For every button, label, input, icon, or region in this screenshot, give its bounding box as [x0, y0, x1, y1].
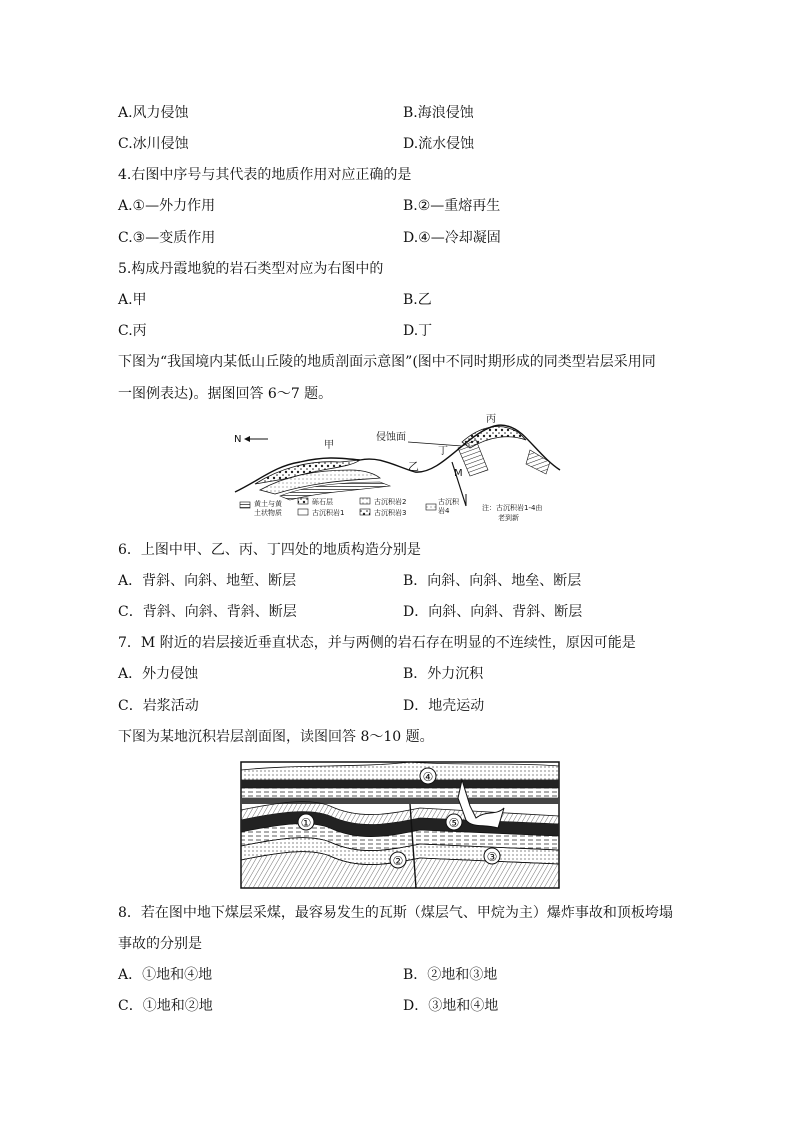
intro1-line1: 下图为“我国境内某低山丘陵的地质剖面示意图”(图中不同时期形成的同类型岩层采用同 — [118, 354, 656, 370]
intro2: 下图为某地沉积岩层剖面图，读图回答 8～10 题。 — [118, 729, 434, 745]
legend-rock4-1: 古沉积 — [438, 498, 459, 506]
q3-option-c: C.冰川侵蚀 — [118, 136, 189, 152]
label-ding: 丁 — [438, 446, 448, 457]
q8-stem-line1: 8．若在图中地下煤层采煤，最容易发生的瓦斯（煤层气、甲烷为主）爆炸事故和顶板垮塌 — [118, 905, 673, 921]
legend-loess-1: 黄土与黄 — [254, 500, 282, 508]
intro1-line2: 一图例表达)。据图回答 6～7 题。 — [118, 386, 333, 402]
north-arrowhead-icon — [244, 436, 250, 442]
q4-option-c: C.③—变质作用 — [118, 230, 216, 246]
legend-swatch-rock2 — [360, 498, 370, 504]
q4-stem: 4.右图中序号与其代表的地质作用对应正确的是 — [118, 167, 412, 183]
label-erosion-surface: 侵蚀面 — [376, 432, 406, 443]
marker-3 — [484, 848, 500, 864]
marker-3-text: ③ — [486, 850, 498, 864]
label-jia: 甲 — [324, 440, 334, 451]
legend-swatch-rock3 — [360, 509, 370, 515]
q3-option-b: B.海浪侵蚀 — [403, 105, 474, 121]
label-yi: 乙 — [408, 460, 419, 473]
legend-swatch-rock1 — [298, 509, 308, 515]
sedimentary-strata-figure — [240, 758, 560, 890]
marker-2 — [390, 852, 406, 868]
legend-rock3: 古沉积岩3 — [374, 509, 407, 517]
q8-option-c: C．①地和②地 — [118, 998, 213, 1014]
q5-option-c: C.丙 — [118, 323, 147, 339]
q4-option-d: D.④—冷却凝固 — [403, 230, 501, 246]
legend-rock1: 古沉积岩1 — [312, 509, 345, 517]
north-label: N — [234, 434, 242, 445]
q5-stem: 5.构成丹霞地貌的岩石类型对应为右图中的 — [118, 261, 384, 277]
coal-seam-top — [241, 780, 559, 788]
q6-option-b: B．向斜、向斜、地垒、断层 — [403, 573, 582, 589]
q6-stem: 6．上图中甲、乙、丙、丁四处的地质构造分别是 — [118, 542, 421, 558]
q5-option-b: B.乙 — [403, 292, 432, 308]
legend-gravel: 砾石层 — [312, 498, 333, 506]
q7-stem: 7．M 附近的岩层接近垂直状态，并与两侧的岩石存在明显的不连续性，原因可能是 — [118, 635, 636, 651]
legend-rock4-2: 岩4 — [438, 507, 450, 515]
q3-option-d: D.流水侵蚀 — [403, 136, 475, 152]
legend-note-2: 老到新 — [498, 514, 519, 522]
q5-option-d: D.丁 — [403, 323, 433, 339]
label-bing: 丙 — [486, 414, 496, 425]
legend-note-1: 注：古沉积岩1-4由 — [482, 504, 543, 512]
q8-option-b: B．②地和③地 — [403, 967, 498, 983]
marker-5-text: ⑤ — [448, 816, 460, 830]
erosion-pointer-line — [408, 442, 462, 446]
q3-option-a: A.风力侵蚀 — [118, 105, 189, 121]
legend-rock2: 古沉积岩2 — [374, 498, 407, 506]
marker-4 — [420, 768, 436, 784]
q7-option-d: D．地壳运动 — [403, 698, 485, 714]
q8-option-a: A．①地和④地 — [118, 967, 213, 983]
legend-swatch-gravel — [298, 498, 308, 504]
legend-loess-2: 土状物质 — [254, 509, 282, 517]
q8-option-d: D．③地和④地 — [403, 998, 499, 1014]
q5-option-a: A.甲 — [118, 292, 147, 308]
marker-1 — [298, 814, 314, 830]
q7-option-c: C．岩浆活动 — [118, 698, 199, 714]
right-strata — [526, 450, 550, 474]
q6-option-d: D．向斜、向斜、背斜、断层 — [403, 604, 583, 620]
legend-swatch-rock4 — [426, 504, 436, 510]
geologic-cross-section-figure — [230, 410, 570, 530]
q7-option-a: A．外力侵蚀 — [118, 666, 199, 682]
q6-option-c: C．背斜、向斜、背斜、断层 — [118, 604, 297, 620]
q8-stem-line2: 事故的分别是 — [118, 936, 202, 952]
label-m: M — [454, 468, 463, 479]
top-layer-2 — [241, 788, 559, 798]
marker-2-text: ② — [392, 854, 404, 868]
legend-swatch-loess — [240, 502, 250, 508]
q6-option-a: A．背斜、向斜、地堑、断层 — [118, 573, 297, 589]
q4-option-a: A.①—外力作用 — [118, 198, 216, 214]
marker-5 — [446, 814, 462, 830]
marker-1-text: ① — [300, 816, 312, 830]
marker-4-text: ④ — [422, 770, 434, 784]
q7-option-b: B．外力沉积 — [403, 666, 484, 682]
q4-option-b: B.②—重熔再生 — [403, 198, 501, 214]
